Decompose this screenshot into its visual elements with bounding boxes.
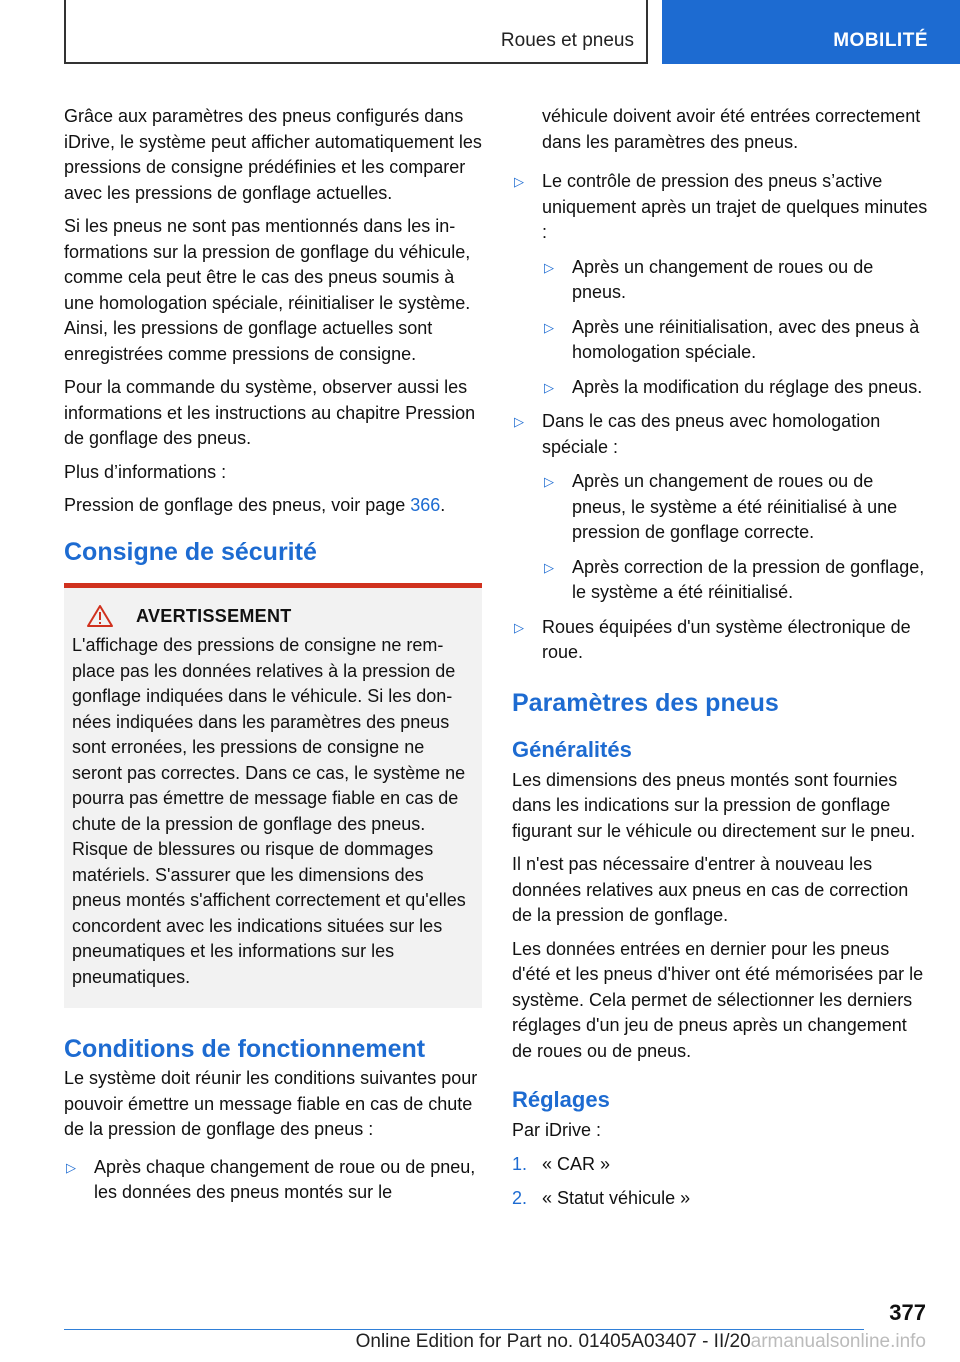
step-number: 2. [512,1188,528,1208]
conditions-heading: Conditions de fonctionnement [64,1035,426,1063]
edition-text: Online Edition for Part no. 01405A03407 - II/20 [355,1331,751,1352]
left-column [64,104,482,1215]
list-item [512,169,928,400]
condition-2-sub-3: Après la modification du réglage des pneus. [572,376,923,397]
triangle-bullet-icon: ▷ [544,474,554,489]
triangle-bullet-icon: ▷ [544,559,554,575]
triangle-bullet-icon: ▷ [514,174,524,189]
condition-4: Roues équipées d'un système électronique de roue. [542,616,911,662]
condition-3-sublist [542,469,928,606]
triangle-bullet-icon: ▷ [544,259,554,275]
warning-title: AVERTISSEMENT [136,605,292,626]
list-item [542,555,928,606]
intro-paragraph-2: Si les pneus ne sont pas mentionnés dans les informations sur la pression de gonflage du véhicule, comme cela peut être le cas des pneus soumis à une homologation spéciale, réinitialiser le système. Ainsi, les pressions de gonflage actuelles sont enregistrées comme pressions de consigne. [64,216,471,364]
settings-heading: Réglages [512,1087,610,1112]
page-number: 377 [889,1300,926,1325]
condition-1: Après chaque changement de roue ou de pneu, les données des pneus montés sur le [94,1156,476,1202]
settings-intro: Par iDrive : [512,1120,602,1140]
condition-3-sub-1: Après un changement de roues ou de pneus, le système a été réinitialisé à une pression de gonflage correcte. [572,471,898,542]
conditions-list [64,1155,482,1206]
condition-2-sublist [542,255,928,401]
list-item [542,315,928,366]
condition-3: Dans le cas des pneus avec homologation spéciale : [542,411,881,457]
step-text: « Statut véhicule » [542,1188,691,1208]
triangle-bullet-icon: ▷ [66,1159,76,1175]
list-item [512,615,928,666]
settings-steps [512,1152,928,1212]
step-number: 1. [512,1153,528,1174]
general-paragraph-1: Les dimensions des pneus montés sont fournies dans les indications sur la pression de gonflage figurant sur le véhicule ou directement sur le pneu. [512,769,916,841]
header-chapter-tab[interactable] [662,0,960,64]
intro-paragraph-3: Pour la commande du système, observer aussi les informations et les instructions au chapitre Pression de gonflage des pneus. [64,377,476,448]
more-info-label: Plus d’informations : [64,461,227,482]
header-section-box [64,0,648,64]
general-paragraph-2: Il n'est pas nécessaire d'entrer à nouveau les données relatives aux pneus en cas de correction de la pression de gonflage. [512,854,909,925]
list-item [512,1152,928,1178]
triangle-bullet-icon: ▷ [514,619,524,635]
safety-heading: Consigne de sécurité [64,537,317,566]
brand-watermark: armanualsonline.info [750,1331,926,1352]
general-paragraph-3: Les données entrées en dernier pour les pneus d'été et les pneus d'hiver ont été mémorisées par le système. Cela permet de sélectionner les derniers réglages d'un jeu de pneus après un changement de roues ou de pneus. [512,938,924,1061]
triangle-bullet-icon: ▷ [544,319,554,335]
general-heading: Généralités [512,736,632,762]
condition-2: Le contrôle de pression des pneus s’active uniquement après un trajet de quelques minutes : [542,171,928,242]
footer-edition [0,1331,926,1353]
condition-2-sub-2: Après une réinitialisation, avec des pneus à homologation spéciale. [572,316,920,362]
list-item [542,255,928,306]
warning-triangle-icon [86,604,114,628]
page-reference-link[interactable]: 366 [410,495,441,515]
list-item [64,1155,482,1206]
intro-paragraph-1: Grâce aux paramètres des pneus configurés dans iDrive, le système peut afficher automatiquement les pressions de consigne prédéfinies et les comparer avec les pressions de gonflage actuelles. [64,106,482,203]
condition-3-sub-2: Après correction de la pression de gonflage, le système a été réinitialisé. [572,556,925,602]
right-column [512,104,928,1221]
step-text: « CAR » [542,1153,611,1174]
condition-2-sub-1: Après un changement de roues ou de pneus. [572,256,874,302]
list-item [512,409,928,606]
warning-header [72,604,474,630]
list-item [542,469,928,546]
condition-1-continued: véhicule doivent avoir été entrées correctement dans les paramètres des pneus. [542,106,921,152]
warning-box [64,583,482,1009]
chapter-title: MOBILITÉ [833,30,928,51]
list-item [512,1186,928,1212]
triangle-bullet-icon: ▷ [544,379,554,395]
footer-rule [64,1329,864,1330]
list-item [512,104,928,155]
page-reference [64,493,482,519]
section-title: Roues et pneus [500,30,634,51]
warning-body: L'affichage des pressions de consigne ne remplace pas les données relatives à la pression de gonflage indiquées dans le véhicule. Si les données indiquées dans les paramètres des pneus sont erronées, les pressions de consigne ne seront pas correctes. Dans ce cas, le système ne pourra pas émettre de message fiable en cas de chute de la pression de gonflage des pneus. Risque de blessures ou risque de dommages matériels. S'assurer que les dimensions des pneus montés s'affichent correctement et qu'elles concordent avec les indications situées sur les pneumatiques et les informations sur les pneumatiques. [72,635,466,987]
conditions-list-continued [512,104,928,666]
conditions-intro: Le système doit réunir les conditions suivantes pour pouvoir émettre un message fiable en cas de chute de la pression de gonflage des pneus : [64,1068,478,1139]
page-reference-text: Pression de gonflage des pneus, voir page [64,495,411,515]
params-heading: Paramètres des pneus [512,688,779,717]
list-item [542,375,928,401]
triangle-bullet-icon: ▷ [514,414,524,429]
page-reference-end: . [440,495,446,515]
